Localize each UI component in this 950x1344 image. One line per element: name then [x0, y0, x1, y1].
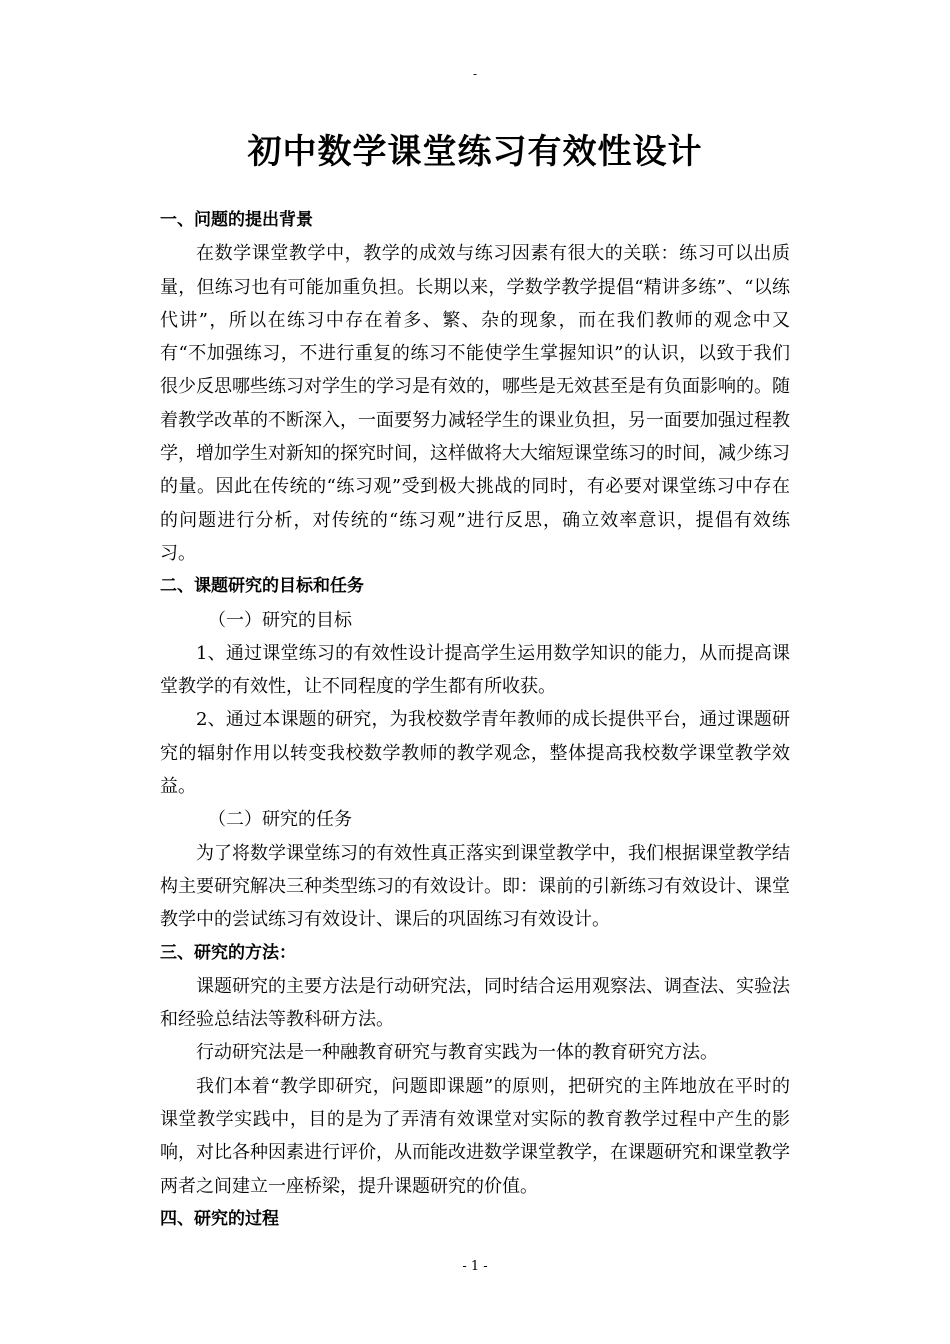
- page-number: - 1 -: [462, 1259, 488, 1274]
- section-3-paragraph-2: 行动研究法是一种融教育研究与教育实践为一体的教育研究方法。: [196, 1042, 718, 1064]
- header-mark: -: [472, 67, 478, 81]
- section-2-paragraph-2: 2、通过本课题的研究，为我校数学青年教师的成长提供平台，通过课题研究的辐射作用以转变我校数学教师的教学观念，整体提高我校数学课堂教学效益。: [160, 709, 790, 798]
- section-3-paragraph-1: 课题研究的主要方法是行动研究法，同时结合运用观察法、调查法、实验法和经验总结法等教科研方法。: [160, 975, 790, 1031]
- document-title: 初中数学课堂练习有效性设计: [247, 132, 703, 172]
- section-1-paragraph-1: 在数学课堂教学中，教学的成效与练习因素有很大的关联：练习可以出质量，但练习也有可能加重负担。长期以来，学数学教学提倡“精讲多练”、“以练代讲”，所以在练习中存在着多、繁、杂的现象，而在我们教师的观念中又有“不加强练习，不进行重复的练习不能使学生掌握知识”的认识，以致于我们很少反思哪些练习对学生的学习是有效的，哪些是无效甚至是有负面影响的。随着教学改革的不断深入，一面要努力减轻学生的课业负担，另一面要加强过程教学，增加学生对新知的探究时间，这样做将大大缩短课堂练习的时间，减少练习的量。因此在传统的“练习观”受到极大挑战的同时，有必要对课堂练习中存在的问题进行分析，对传统的“练习观”进行反思，确立效率意识，提倡有效练习。: [160, 243, 790, 564]
- section-2-paragraph-3: 为了将数学课堂练习的有效性真正落实到课堂教学中，我们根据课堂教学结构主要研究解决三种类型练习的有效设计。即：课前的引新练习有效设计、课堂教学中的尝试练习有效设计、课后的巩固练习有效设计。: [160, 842, 790, 931]
- section-2-heading: 二、课题研究的目标和任务: [160, 576, 364, 597]
- section-1-heading: 一、问题的提出背景: [160, 210, 313, 230]
- section-4-heading: 四、研究的过程: [160, 1208, 279, 1229]
- section-2-subheading-1: （一）研究的目标: [208, 609, 352, 631]
- document-body: [160, 204, 790, 1236]
- section-3-paragraph-3: 我们本着“教学即研究，问题即课题”的原则，把研究的主阵地放在平时的课堂教学实践中，目的是为了弄清有效课堂对实际的教育教学过程中产生的影响，对比各种因素进行评价，从而能改进数学课堂教学，在课题研究和课堂教学两者之间建立一座桥梁，提升课题研究的价值。: [160, 1075, 790, 1197]
- section-2-subheading-2: （二）研究的任务: [208, 809, 352, 831]
- section-2-paragraph-1: 1、通过课堂练习的有效性设计提高学生运用数学知识的能力，从而提高课堂教学的有效性，让不同程度的学生都有所收获。: [160, 642, 790, 698]
- section-3-heading: 三、研究的方法：: [160, 942, 296, 963]
